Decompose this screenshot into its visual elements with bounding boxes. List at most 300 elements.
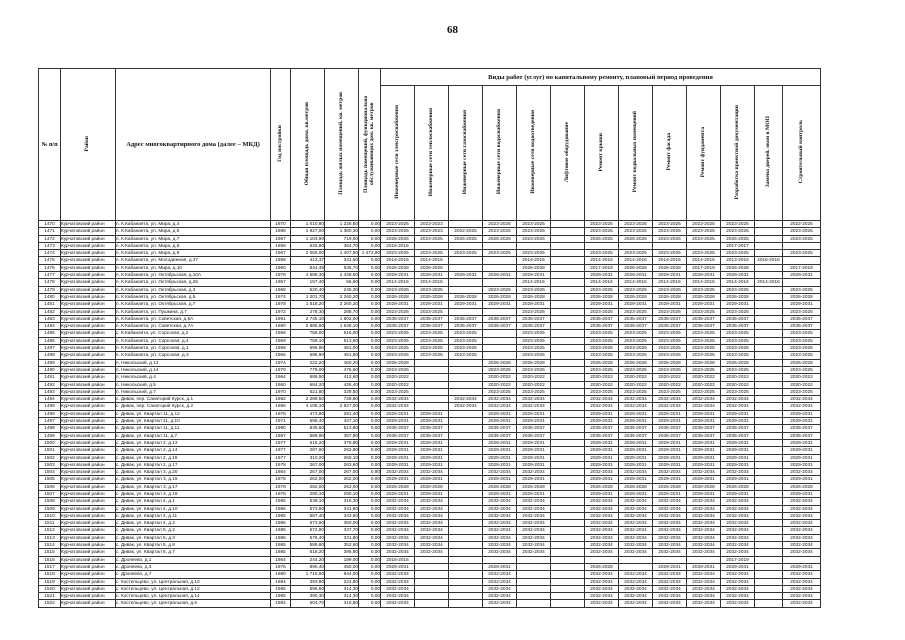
work-period-cell bbox=[449, 221, 483, 228]
year-cell: 1957 bbox=[271, 279, 291, 286]
work-period-cell: 2020-2022 bbox=[517, 381, 551, 388]
work-period-cell bbox=[755, 549, 783, 556]
row-number-cell: 1505 bbox=[39, 476, 61, 483]
service-area-cell: 0,00 bbox=[359, 264, 381, 271]
address-cell: с. Костельцево, ул. Центральная, д.6 bbox=[116, 600, 271, 607]
row-number-cell: 1486 bbox=[39, 337, 61, 344]
work-period-cell: 2032-2034 bbox=[783, 571, 821, 578]
living-area-cell: 2 827,00 bbox=[325, 403, 359, 410]
work-period-cell: 2032-2034 bbox=[415, 498, 449, 505]
work-period-cell: 2035-2037 bbox=[483, 323, 517, 330]
work-period-cell: 2032-2034 bbox=[585, 498, 619, 505]
work-period-cell: 2032-2034 bbox=[483, 593, 517, 600]
row-number-cell: 1479 bbox=[39, 286, 61, 293]
row-number-cell: 1502 bbox=[39, 454, 61, 461]
work-period-cell bbox=[449, 257, 483, 264]
work-period-cell: 2023-2025 bbox=[483, 221, 517, 228]
total-area-cell: 589,80 bbox=[291, 542, 325, 549]
work-period-cell: 2020-2022 bbox=[483, 381, 517, 388]
address-cell: п. К.Кабанаята, ул. Октябрьская, д.7 bbox=[116, 301, 271, 308]
total-area-cell: 4 585,30 bbox=[291, 272, 325, 279]
living-area-cell: 1 802,00 bbox=[325, 315, 359, 322]
table-row bbox=[39, 520, 821, 527]
header-work-sewer bbox=[517, 86, 551, 221]
work-period-cell bbox=[517, 571, 551, 578]
row-number-cell: 1501 bbox=[39, 447, 61, 454]
living-area-cell: 331,80 bbox=[325, 534, 359, 541]
service-area-cell: 0,00 bbox=[359, 600, 381, 607]
work-period-cell bbox=[415, 585, 449, 592]
work-period-cell: 2035-2037 bbox=[619, 315, 653, 322]
work-period-cell: 2023-2025 bbox=[783, 228, 821, 235]
work-period-cell: 2023-2025 bbox=[687, 221, 721, 228]
work-period-cell bbox=[755, 308, 783, 315]
header-work-text: Инженерные сети газоснабжения bbox=[461, 109, 468, 195]
work-period-cell: 2032-2034 bbox=[721, 534, 755, 541]
total-area-cell: 290,10 bbox=[291, 490, 325, 497]
work-period-cell: 2032-2034 bbox=[653, 593, 687, 600]
row-number-cell: 1482 bbox=[39, 308, 61, 315]
district-cell: Курчатовский район bbox=[61, 221, 116, 228]
work-period-cell bbox=[755, 381, 783, 388]
work-period-cell: 2032-2034 bbox=[483, 600, 517, 607]
year-cell: 1970 bbox=[271, 366, 291, 373]
address-cell: п. К.Кабанаята, ул. Советская, д.5А bbox=[116, 315, 271, 322]
work-period-cell bbox=[687, 556, 721, 563]
service-area-cell: 0,00 bbox=[359, 396, 381, 403]
work-period-cell: 2032-2034 bbox=[783, 542, 821, 549]
work-period-cell bbox=[755, 403, 783, 410]
table-row bbox=[39, 549, 821, 556]
work-period-cell: 2020-2022 bbox=[381, 374, 415, 381]
total-area-cell: 538,10 bbox=[291, 498, 325, 505]
work-period-cell: 2023-2025 bbox=[483, 228, 517, 235]
table-row bbox=[39, 330, 821, 337]
district-cell: Курчатовский район bbox=[61, 447, 116, 454]
work-period-cell: 2029-2031 bbox=[619, 410, 653, 417]
work-period-cell: 2029-2031 bbox=[449, 301, 483, 308]
work-period-cell: 2032-2034 bbox=[687, 578, 721, 585]
district-cell: Курчатовский район bbox=[61, 301, 116, 308]
work-period-cell: 2023-2025 bbox=[381, 345, 415, 352]
work-period-cell: 2035-2037 bbox=[721, 315, 755, 322]
work-period-cell bbox=[619, 242, 653, 249]
row-number-cell: 1506 bbox=[39, 483, 61, 490]
total-area-cell: 1 201,70 bbox=[291, 293, 325, 300]
living-area-cell: 314,30 bbox=[325, 585, 359, 592]
work-period-cell bbox=[517, 242, 551, 249]
header-living-area bbox=[325, 69, 359, 221]
table-row bbox=[39, 293, 821, 300]
work-period-cell bbox=[755, 352, 783, 359]
work-period-cell bbox=[551, 235, 585, 242]
total-area-cell: 1 518,20 bbox=[291, 301, 325, 308]
total-area-cell: 157,40 bbox=[291, 279, 325, 286]
work-period-cell bbox=[517, 563, 551, 570]
header-work-text: Ремонт крыши bbox=[597, 132, 604, 172]
district-cell: Курчатовский район bbox=[61, 337, 116, 344]
work-period-cell: 2032-2034 bbox=[687, 549, 721, 556]
work-period-cell: 2026-2028 bbox=[687, 293, 721, 300]
header-work-elevator bbox=[551, 86, 585, 221]
work-period-cell bbox=[449, 374, 483, 381]
work-period-cell bbox=[551, 527, 585, 534]
row-number-cell: 1494 bbox=[39, 396, 61, 403]
total-area-cell: 835,60 bbox=[291, 425, 325, 432]
work-period-cell bbox=[551, 454, 585, 461]
work-period-cell: 2023-2025 bbox=[687, 337, 721, 344]
service-area-cell: 0,00 bbox=[359, 359, 381, 366]
work-period-cell: 2023-2023 bbox=[415, 221, 449, 228]
district-cell: Курчатовский район bbox=[61, 308, 116, 315]
work-period-cell bbox=[551, 600, 585, 607]
work-period-cell: 2023-2025 bbox=[415, 250, 449, 257]
service-area-cell: 0,00 bbox=[359, 388, 381, 395]
work-period-cell: 2023-2025 bbox=[483, 388, 517, 395]
total-area-cell: 473,80 bbox=[291, 410, 325, 417]
work-period-cell: 2014-2016 bbox=[517, 279, 551, 286]
service-area-cell: 0,00 bbox=[359, 454, 381, 461]
work-period-cell: 2023-2025 bbox=[517, 221, 551, 228]
work-period-cell: 2032-2034 bbox=[721, 505, 755, 512]
work-period-cell: 2035-2037 bbox=[449, 315, 483, 322]
table-row bbox=[39, 403, 821, 410]
work-period-cell: 2023-2025 bbox=[585, 352, 619, 359]
work-period-cell: 2032-2034 bbox=[687, 585, 721, 592]
work-period-cell bbox=[483, 279, 517, 286]
total-area-cell: 616,20 bbox=[291, 439, 325, 446]
table-row bbox=[39, 301, 821, 308]
year-cell: 1968 bbox=[271, 345, 291, 352]
total-area-cell: 1 715,60 bbox=[291, 571, 325, 578]
work-period-cell: 2014-2016 bbox=[653, 279, 687, 286]
address-cell: с. Дроняево, д.7 bbox=[116, 571, 271, 578]
work-period-cell: 2026-2028 bbox=[381, 359, 415, 366]
work-period-cell: 2029-2031 bbox=[415, 490, 449, 497]
work-period-cell: 2032-2034 bbox=[783, 469, 821, 476]
work-period-cell: 2029-2031 bbox=[449, 272, 483, 279]
service-area-cell: 1 472,90 bbox=[359, 250, 381, 257]
work-period-cell: 2029-2031 bbox=[619, 439, 653, 446]
header-work-basement bbox=[619, 86, 653, 221]
work-period-cell bbox=[551, 498, 585, 505]
living-area-cell: 337,70 bbox=[325, 527, 359, 534]
work-period-cell: 2014-2016 bbox=[381, 279, 415, 286]
district-cell: Курчатовский район bbox=[61, 593, 116, 600]
work-period-cell: 2032-2034 bbox=[381, 512, 415, 519]
work-period-cell: 2032-2034 bbox=[381, 527, 415, 534]
work-period-cell: 2023-2025 bbox=[585, 228, 619, 235]
work-period-cell: 2032-2034 bbox=[585, 527, 619, 534]
work-period-cell bbox=[551, 396, 585, 403]
work-period-cell: 2032-2034 bbox=[653, 571, 687, 578]
work-period-cell: 2023-2025 bbox=[483, 366, 517, 373]
work-period-cell bbox=[449, 388, 483, 395]
work-period-cell bbox=[449, 476, 483, 483]
work-period-cell: 2023-2025 bbox=[721, 308, 755, 315]
work-period-cell bbox=[551, 264, 585, 271]
work-period-cell: 2032-2034 bbox=[783, 512, 821, 519]
work-period-cell: 2035-2037 bbox=[721, 323, 755, 330]
work-period-cell: 2032-2034 bbox=[483, 403, 517, 410]
work-period-cell: 2032-2034 bbox=[721, 403, 755, 410]
year-cell: 1964 bbox=[271, 374, 291, 381]
table-row bbox=[39, 388, 821, 395]
work-period-cell: 2026-2028 bbox=[415, 483, 449, 490]
work-period-cell: 2029-2031 bbox=[517, 272, 551, 279]
work-period-cell: 2032-2034 bbox=[687, 512, 721, 519]
work-period-cell bbox=[551, 272, 585, 279]
work-period-cell: 2026-2028 bbox=[585, 563, 619, 570]
work-period-cell: 2032-2034 bbox=[721, 396, 755, 403]
district-cell: Курчатовский район bbox=[61, 381, 116, 388]
work-period-cell bbox=[585, 242, 619, 249]
work-period-cell: 2023-2025 bbox=[721, 330, 755, 337]
work-period-cell bbox=[449, 549, 483, 556]
work-period-cell bbox=[551, 505, 585, 512]
work-period-cell bbox=[415, 563, 449, 570]
address-cell: п. К.Кабанаята, ул. Октябрьская, д.10А bbox=[116, 272, 271, 279]
living-area-cell: 476,60 bbox=[325, 366, 359, 373]
work-period-cell: 2032-2034 bbox=[517, 403, 551, 410]
work-period-cell: 2023-2025 bbox=[381, 286, 415, 293]
work-period-cell bbox=[551, 469, 585, 476]
work-period-cell: 2026-2028 bbox=[585, 293, 619, 300]
work-period-cell bbox=[449, 410, 483, 417]
row-number-cell: 1485 bbox=[39, 330, 61, 337]
row-number-cell: 1520 bbox=[39, 585, 61, 592]
work-period-cell: 2026-2028 bbox=[721, 293, 755, 300]
work-period-cell bbox=[755, 425, 783, 432]
total-area-cell: 278,30 bbox=[291, 308, 325, 315]
work-period-cell: 2020-2022 bbox=[381, 381, 415, 388]
total-area-cell: 573,60 bbox=[291, 505, 325, 512]
work-period-cell bbox=[415, 556, 449, 563]
work-period-cell bbox=[449, 469, 483, 476]
work-period-cell: 2020-2022 bbox=[483, 374, 517, 381]
work-period-cell: 2025-2025 bbox=[449, 235, 483, 242]
header-work-text: Инженерные сети теплоснабжения bbox=[427, 107, 434, 197]
work-period-cell: 2014-2016 bbox=[517, 257, 551, 264]
total-area-cell: 2 065,00 bbox=[291, 250, 325, 257]
work-period-cell: 2029-2031 bbox=[721, 418, 755, 425]
work-period-cell: 2026-2028 bbox=[415, 293, 449, 300]
work-period-cell: 2023-2025 bbox=[381, 388, 415, 395]
work-period-cell: 2032-2034 bbox=[517, 469, 551, 476]
row-number-cell: 1498 bbox=[39, 425, 61, 432]
work-period-cell: 2032-2034 bbox=[619, 593, 653, 600]
year-cell: 1977 bbox=[271, 454, 291, 461]
address-cell: с. Дроняево, д.3 bbox=[116, 563, 271, 570]
work-period-cell: 2029-2031 bbox=[653, 272, 687, 279]
work-period-cell: 2032-2034 bbox=[687, 534, 721, 541]
work-period-cell: 2029-2031 bbox=[619, 301, 653, 308]
work-period-cell bbox=[755, 527, 783, 534]
work-period-cell: 2023-2025 bbox=[721, 221, 755, 228]
year-cell: 1984 bbox=[271, 578, 291, 585]
work-period-cell: 2032-2034 bbox=[687, 542, 721, 549]
work-period-cell: 2029-2031 bbox=[381, 490, 415, 497]
work-period-cell: 2023-2025 bbox=[381, 352, 415, 359]
living-area-cell: 728,80 bbox=[325, 396, 359, 403]
work-period-cell bbox=[415, 374, 449, 381]
total-area-cell: 267,00 bbox=[291, 461, 325, 468]
work-period-cell bbox=[449, 571, 483, 578]
work-period-cell: 2032-2034 bbox=[449, 403, 483, 410]
service-area-cell: 0,00 bbox=[359, 447, 381, 454]
work-period-cell bbox=[551, 359, 585, 366]
work-period-cell: 2029-2031 bbox=[721, 447, 755, 454]
work-period-cell bbox=[415, 359, 449, 366]
district-cell: Курчатовский район bbox=[61, 359, 116, 366]
work-period-cell: 2035-2037 bbox=[783, 315, 821, 322]
service-area-cell: 0,00 bbox=[359, 279, 381, 286]
service-area-cell: 0,00 bbox=[359, 345, 381, 352]
year-cell: 1986 bbox=[271, 520, 291, 527]
district-cell: Курчатовский район bbox=[61, 366, 116, 373]
header-address bbox=[116, 69, 271, 221]
work-period-cell: 2029-2031 bbox=[783, 461, 821, 468]
work-period-cell: 2029-2031 bbox=[415, 301, 449, 308]
work-period-cell: 2029-2031 bbox=[483, 490, 517, 497]
year-cell: 1978 bbox=[271, 301, 291, 308]
work-period-cell: 2032-2034 bbox=[517, 512, 551, 519]
work-period-cell bbox=[415, 571, 449, 578]
table-row bbox=[39, 221, 821, 228]
work-period-cell: 2023-2025 bbox=[721, 337, 755, 344]
work-period-cell: 2032-2034 bbox=[783, 585, 821, 592]
work-period-cell: 2029-2031 bbox=[653, 301, 687, 308]
total-area-cell: 604,70 bbox=[291, 600, 325, 607]
work-period-cell: 2032-2034 bbox=[721, 571, 755, 578]
work-period-cell: 2032-2034 bbox=[687, 469, 721, 476]
work-period-cell: 2017-2017 bbox=[721, 242, 755, 249]
work-period-cell bbox=[551, 476, 585, 483]
work-period-cell: 2032-2034 bbox=[483, 534, 517, 541]
total-area-cell: 262,00 bbox=[291, 476, 325, 483]
living-area-cell: 513,80 bbox=[325, 425, 359, 432]
address-cell: п. К.Кабанаята, ул. Мира, д.8 bbox=[116, 242, 271, 249]
work-period-cell: 2032-2034 bbox=[585, 585, 619, 592]
work-period-cell: 2014-2016 bbox=[619, 279, 653, 286]
work-period-cell bbox=[551, 315, 585, 322]
total-area-cell: 390,30 bbox=[291, 593, 325, 600]
living-area-cell: 378,80 bbox=[325, 439, 359, 446]
work-period-cell: 2032-2034 bbox=[619, 600, 653, 607]
work-period-cell bbox=[551, 242, 585, 249]
work-period-cell: 2032-2034 bbox=[619, 578, 653, 585]
year-cell: 1960 bbox=[271, 264, 291, 271]
work-period-cell: 2023-2025 bbox=[619, 308, 653, 315]
address-cell: с. Дивак, ул. Квартал 11, д.7 bbox=[116, 432, 271, 439]
work-period-cell: 2023-2025 bbox=[381, 221, 415, 228]
year-cell: 1977 bbox=[271, 439, 291, 446]
work-period-cell: 2020-2022 bbox=[619, 381, 653, 388]
work-period-cell: 2032-2034 bbox=[783, 534, 821, 541]
work-period-cell: 2032-2034 bbox=[449, 396, 483, 403]
total-area-cell: 2 289,50 bbox=[291, 396, 325, 403]
year-cell: 1976 bbox=[271, 563, 291, 570]
work-period-cell: 2032-2034 bbox=[721, 520, 755, 527]
service-area-cell: 0,00 bbox=[359, 425, 381, 432]
table-row bbox=[39, 272, 821, 279]
living-area-cell: 315,80 bbox=[325, 600, 359, 607]
work-period-cell: 2020-2022 bbox=[653, 374, 687, 381]
district-cell: Курчатовский район bbox=[61, 279, 116, 286]
header-work-text: Лифтовое оборудование bbox=[563, 121, 570, 183]
work-period-cell: 2029-2031 bbox=[721, 563, 755, 570]
work-period-cell bbox=[449, 520, 483, 527]
work-period-cell: 2029-2031 bbox=[381, 563, 415, 570]
work-period-cell: 2029-2031 bbox=[415, 272, 449, 279]
header-district bbox=[61, 69, 116, 221]
work-period-cell: 2032-2034 bbox=[415, 542, 449, 549]
district-cell: Курчатовский район bbox=[61, 418, 116, 425]
address-cell: с. Дивак, ул. Квартал 4, д.2 bbox=[116, 520, 271, 527]
work-period-cell: 2026-2028 bbox=[381, 293, 415, 300]
work-period-cell: 2026-2028 bbox=[619, 293, 653, 300]
work-period-cell: 2032-2034 bbox=[517, 549, 551, 556]
work-period-cell: 2020-2022 bbox=[721, 374, 755, 381]
year-cell: 1984 bbox=[271, 600, 291, 607]
year-cell: 1978 bbox=[271, 410, 291, 417]
work-period-cell: 2026-2028 bbox=[783, 359, 821, 366]
year-cell: 1986 bbox=[271, 534, 291, 541]
work-period-cell: 2026-2028 bbox=[381, 483, 415, 490]
header-year bbox=[271, 69, 291, 221]
header-work-text: Разработка проектной документации bbox=[733, 104, 740, 200]
work-period-cell: 2035-2037 bbox=[415, 425, 449, 432]
work-period-cell: 2029-2031 bbox=[381, 418, 415, 425]
work-period-cell: 2023-2025 bbox=[449, 330, 483, 337]
table-row bbox=[39, 556, 821, 563]
header-work-control bbox=[783, 86, 821, 221]
work-period-cell bbox=[653, 242, 687, 249]
work-period-cell: 2029-2031 bbox=[783, 418, 821, 425]
work-period-cell bbox=[517, 585, 551, 592]
work-period-cell: 2035-2037 bbox=[783, 432, 821, 439]
total-area-cell: 596,50 bbox=[291, 585, 325, 592]
district-cell: Курчатовский район bbox=[61, 396, 116, 403]
work-period-cell bbox=[755, 272, 783, 279]
header-year-text: Год постройки bbox=[276, 125, 283, 162]
total-area-cell: 758,00 bbox=[291, 330, 325, 337]
work-period-cell: 2025-2025 bbox=[721, 235, 755, 242]
district-cell: Курчатовский район bbox=[61, 534, 116, 541]
row-number-cell: 1470 bbox=[39, 221, 61, 228]
work-period-cell: 2029-2031 bbox=[483, 476, 517, 483]
address-cell: п. К.Кабанаята, ул. Мира, д.10 bbox=[116, 264, 271, 271]
work-period-cell bbox=[755, 264, 783, 271]
header-row-top bbox=[39, 69, 821, 86]
work-period-cell: 2032-2034 bbox=[517, 396, 551, 403]
service-area-cell: 0,00 bbox=[359, 498, 381, 505]
work-period-cell: 2023-2025 bbox=[585, 330, 619, 337]
work-period-cell: 2035-2037 bbox=[381, 323, 415, 330]
work-period-cell: 2032-2034 bbox=[721, 600, 755, 607]
district-cell: Курчатовский район bbox=[61, 330, 116, 337]
work-period-cell: 2032-2034 bbox=[783, 593, 821, 600]
work-period-cell: 2023-2025 bbox=[381, 330, 415, 337]
work-period-cell bbox=[551, 483, 585, 490]
work-period-cell: 2032-2034 bbox=[381, 578, 415, 585]
service-area-cell: 0,00 bbox=[359, 337, 381, 344]
table-row bbox=[39, 571, 821, 578]
work-period-cell: 2032-2034 bbox=[517, 498, 551, 505]
work-period-cell: 2035-2037 bbox=[619, 425, 653, 432]
work-period-cell: 2020-2022 bbox=[585, 381, 619, 388]
address-cell: п. К.Кабанаята, ул. Сорсохая, д.4 bbox=[116, 337, 271, 344]
